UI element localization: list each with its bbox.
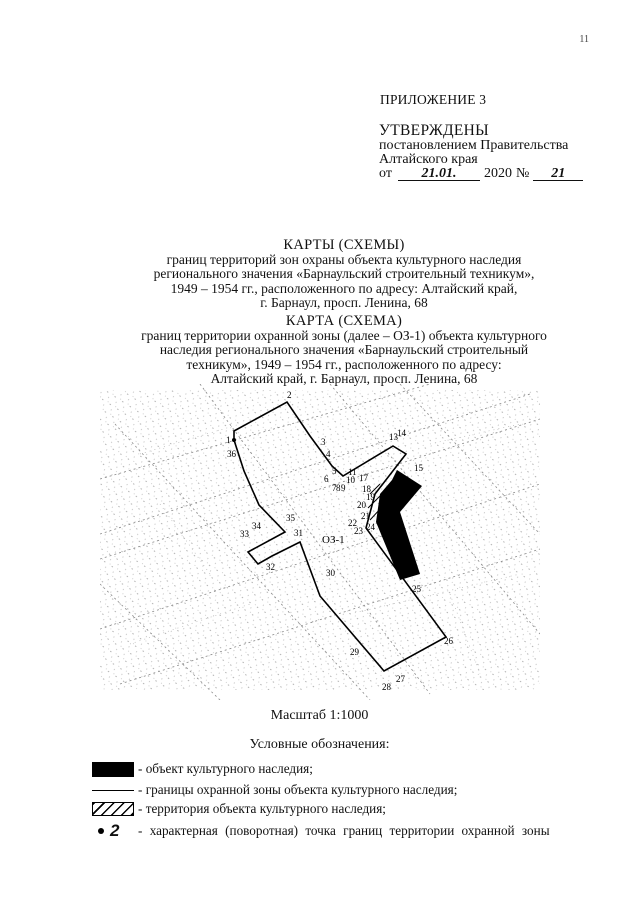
point-label: 10 [346,475,355,485]
legend-item [92,782,457,798]
point-label: 6 [324,474,329,484]
heading-maps-line: границ территорий зон охраны объекта культурного наследия [166,251,522,267]
legend-text: - территория объекта культурного наследия; [138,801,386,816]
map-background [100,384,540,700]
approval-title: УТВЕРЖДЕНЫ [379,122,489,139]
point-label: 8 [336,483,341,493]
approval-date: 21.01. [398,167,480,181]
heading-map-line: Алтайский край, г. Барнаул, просп. Ленина, 68 [210,371,478,387]
point-label: 20 [357,500,366,510]
point-label: 9 [341,483,346,493]
heading-map-line: техникум», 1949 – 1954 гг., расположенного по адресу: [186,356,502,372]
point-label: 15 [414,463,423,473]
point-label: 34 [252,521,261,531]
appendix-label: ПРИЛОЖЕНИЕ 3 [380,92,487,107]
point-label: 24 [366,522,375,532]
legend-title: Условные обозначения: [249,737,390,752]
date-prefix: от [379,166,392,181]
point-label: 29 [350,647,359,657]
zone-label: ОЗ-1 [322,534,345,546]
approval-number: 21 [533,167,583,181]
legend-text: - характерная (поворотная) точка границ территории охранной зоны [138,823,550,838]
point-label: 2 [287,390,292,400]
point-label: 36 [227,449,236,459]
point-label: 16 [400,476,409,486]
point-label: 27 [396,674,405,684]
point-label: 4 [326,449,331,459]
legend-text: - границы охранной зоны объекта культурного наследия; [138,782,458,797]
legend-item [92,821,550,841]
heading-map [110,314,578,387]
legend-item [92,801,386,817]
point-label: 28 [382,682,391,692]
point-label: 22 [348,518,357,528]
point-label: 31 [294,528,303,538]
point-marker-number: 2 [110,821,120,840]
solid-line-icon [92,790,134,791]
point-label: 33 [240,529,249,539]
number-sign: № [515,166,530,181]
approval-line1: постановлением Правительства [379,138,569,153]
heading-map-line: границ территории охранной зоны (далее – ОЗ-1) объекта культурного [141,327,547,343]
heading-maps-title: КАРТЫ (СХЕМЫ) [283,237,405,253]
heading-maps [110,238,578,311]
point-label: 21 [361,511,370,521]
heading-maps-line: г. Барнаул, просп. Ленина, 68 [260,295,428,311]
point-label: 17 [359,473,368,483]
point-label: 3 [321,437,326,447]
hatched-area-icon [92,802,134,816]
heading-maps-line: регионального значения «Барнаульский строительный техникум», [153,266,535,282]
heading-map-line: наследия регионального значения «Барнаульский строительный [159,342,529,358]
point-label: 30 [326,568,335,578]
legend-item [92,761,313,777]
point-label: 1 [226,435,231,445]
point-dot-icon [98,828,104,834]
zone-map [100,384,540,700]
point-label: 13 [389,432,398,442]
page-number: 11 [579,34,589,45]
approval-block [379,124,583,181]
point-label: 26 [444,636,453,646]
black-rectangle-icon [92,762,134,777]
approval-date-line [379,167,583,181]
point-label: 18 [362,484,371,494]
heading-map-title: КАРТА (СХЕМА) [285,313,403,329]
approval-year: 2020 [483,166,512,181]
point-label: 25 [412,584,421,594]
point-label: 19 [366,492,375,502]
legend-text: - объект культурного наследия; [138,761,313,776]
point-label: 7 [332,483,337,493]
point-label: 32 [266,562,275,572]
point-label: 14 [397,428,406,438]
point-label: 11 [348,467,357,477]
point-label: 5 [332,466,337,476]
point-label: 23 [354,526,363,536]
point-label: 35 [286,513,295,523]
map-scale: Масштаб 1:1000 [270,708,369,723]
point-marker-icon [92,821,134,841]
approval-line2: Алтайского края [379,152,478,167]
heading-maps-line: 1949 – 1954 гг., расположенного по адресу: Алтайский край, [170,280,518,296]
